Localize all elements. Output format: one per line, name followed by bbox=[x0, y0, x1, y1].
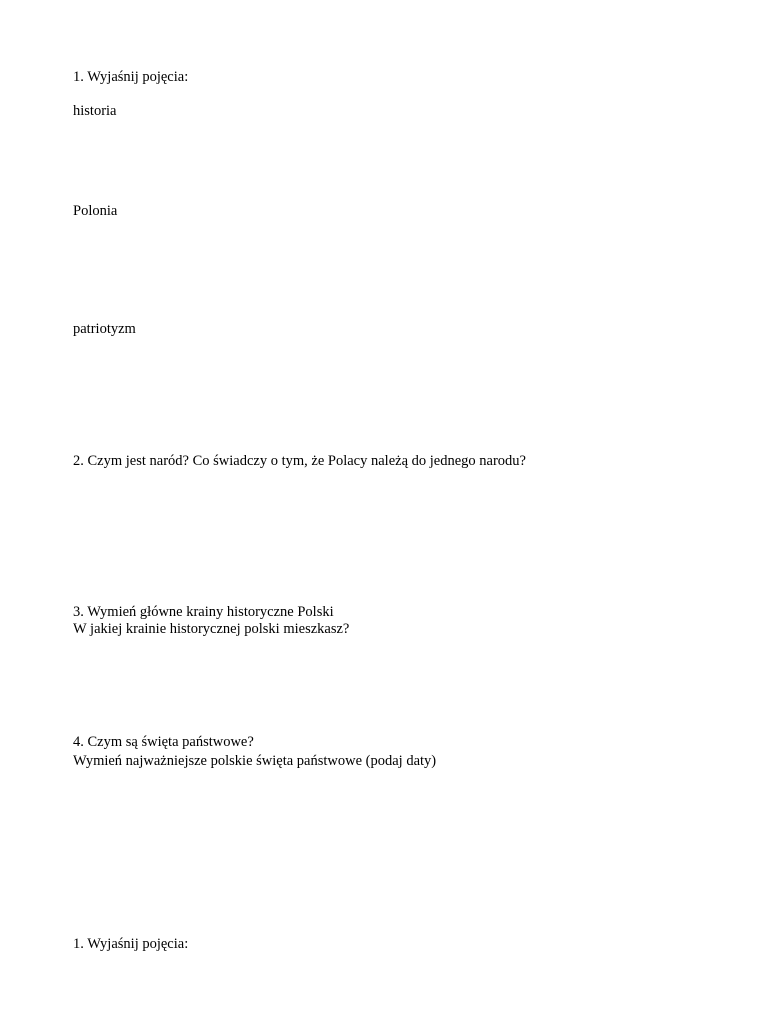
term-polonia: Polonia bbox=[73, 203, 118, 219]
section-4-question: 4. Czym są święta państwowe? bbox=[73, 734, 254, 750]
section-5-heading: 1. Wyjaśnij pojęcia: bbox=[73, 936, 189, 952]
term-historia: historia bbox=[73, 103, 117, 119]
section-1-heading: 1. Wyjaśnij pojęcia: bbox=[73, 69, 189, 85]
section-4-subquestion: Wymień najważniejsze polskie święta państwowe (podaj daty) bbox=[73, 753, 437, 769]
section-3-question: 3. Wymień główne krainy historyczne Polski bbox=[73, 604, 334, 620]
section-2-question: 2. Czym jest naród? Co świadczy o tym, że Polacy należą do jednego narodu? bbox=[73, 453, 526, 469]
section-3-subquestion: W jakiej krainie historycznej polski mieszkasz? bbox=[73, 621, 350, 637]
term-patriotyzm: patriotyzm bbox=[73, 321, 136, 337]
